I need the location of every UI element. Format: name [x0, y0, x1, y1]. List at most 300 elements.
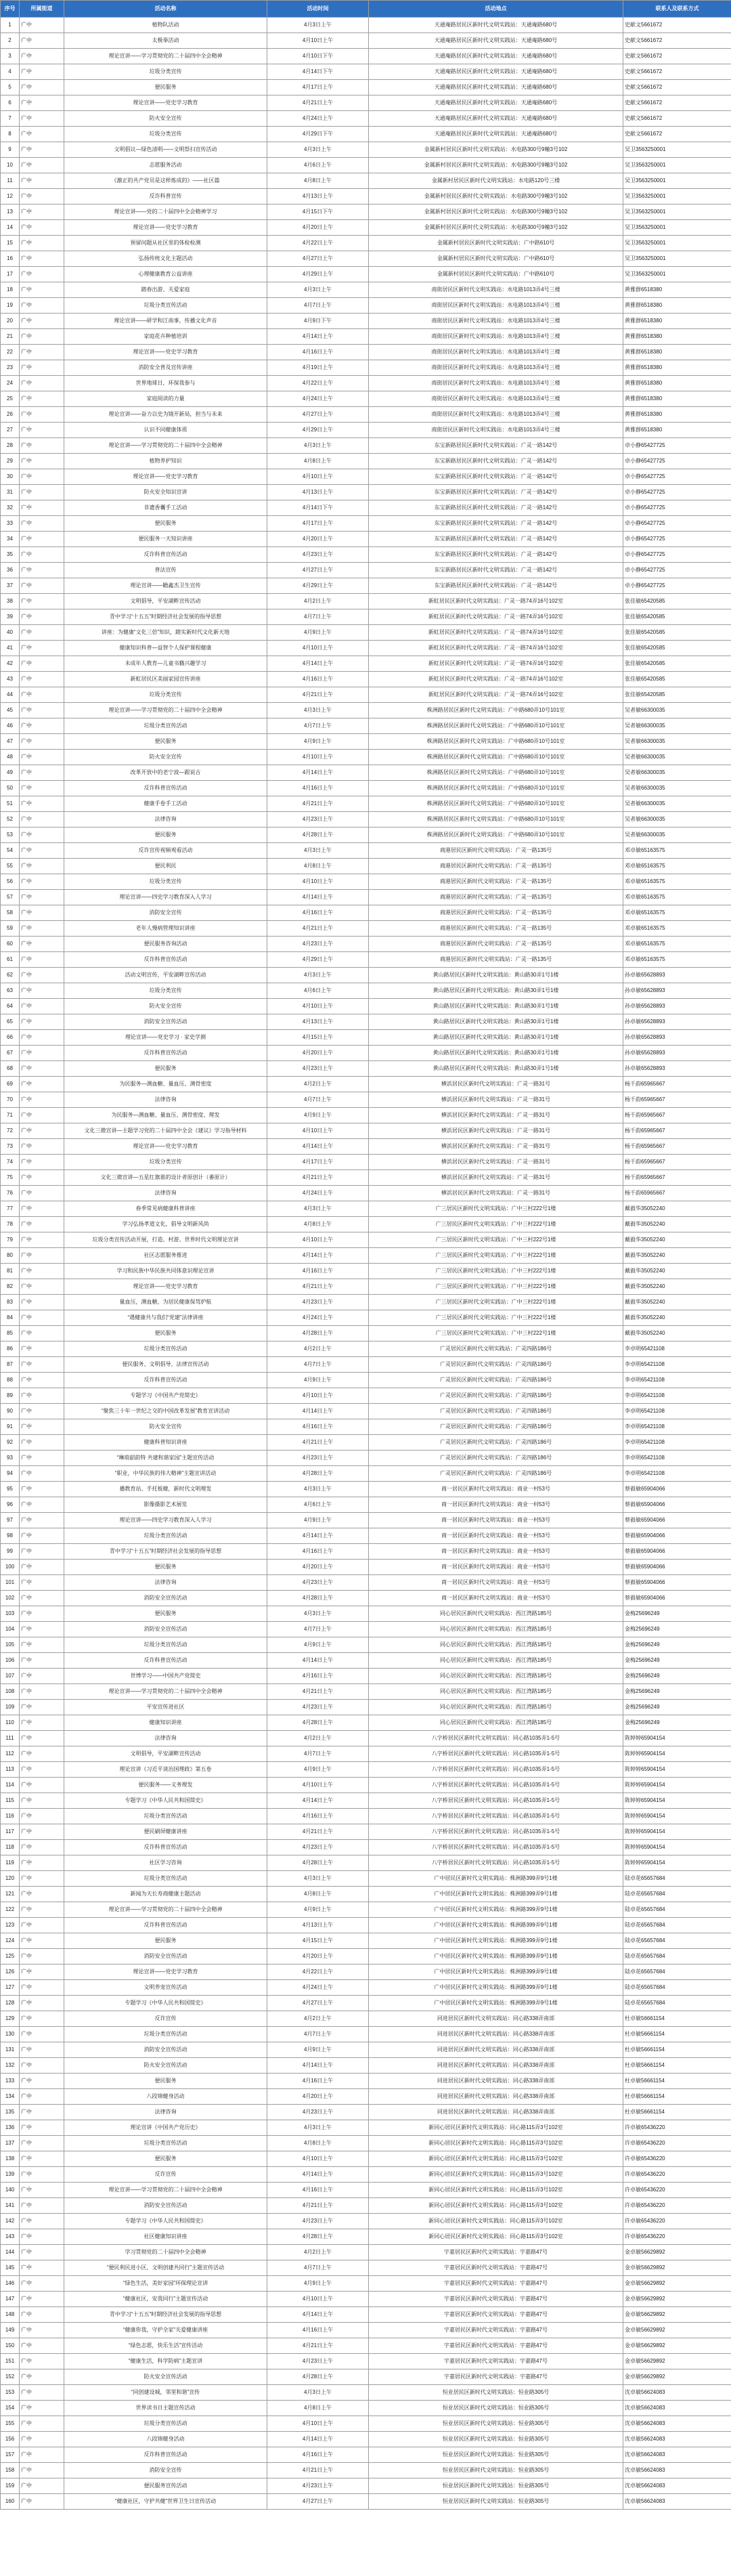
cell-street: 广中: [20, 2120, 64, 2136]
cell-contact: 吴者敏66300035: [623, 750, 731, 765]
cell-time: 4月23日上午: [267, 1840, 369, 1855]
cell-location: 新同心居民区新时代文明实践站：同心路115弄3号102室: [369, 2120, 623, 2136]
cell-location: 广灵居民区新时代文明实践站：广灵四路186号: [369, 1341, 623, 1357]
table-row: [1, 2027, 731, 2042]
table-row: [1, 1155, 731, 1170]
cell-contact: 史献文5661672: [623, 18, 731, 33]
cell-time: 4月16日上午: [267, 1264, 369, 1279]
cell-no: 154: [1, 2401, 20, 2416]
cell-location: 同进居民区新时代文明实践站：同心路338弄南部: [369, 2058, 623, 2074]
cell-street: 广中: [20, 1824, 64, 1840]
cell-street: 广中: [20, 2027, 64, 2042]
cell-time: 4月28日上午: [267, 1591, 369, 1606]
cell-activity: 垃圾分类宣传活动: [64, 1528, 267, 1544]
cell-no: 92: [1, 1435, 20, 1451]
cell-contact: 卓小静65427725: [623, 454, 731, 469]
cell-contact: 金梅25696249: [623, 1700, 731, 1715]
cell-no: 44: [1, 687, 20, 703]
cell-no: 106: [1, 1653, 20, 1669]
cell-time: 4月14日上午: [267, 1793, 369, 1809]
cell-time: 4月13日上午: [267, 1014, 369, 1030]
cell-time: 4月23日上午: [267, 937, 369, 952]
table-row: [1, 2463, 731, 2478]
cell-no: 109: [1, 1700, 20, 1715]
cell-location: 广中居民区新时代文明实践站：株洲路399弄9号1楼: [369, 1996, 623, 2011]
table-row: [1, 2494, 731, 2510]
cell-time: 4月15日上午: [267, 1933, 369, 1949]
cell-street: 广中: [20, 1155, 64, 1170]
table-row: [1, 1279, 731, 1295]
cell-time: 4月9日上午: [267, 1108, 369, 1123]
cell-street: 广中: [20, 563, 64, 578]
cell-contact: 杨千韵65965667: [623, 1123, 731, 1139]
cell-time: 4月9日上午: [267, 2042, 369, 2058]
cell-time: 4月20日上午: [267, 1560, 369, 1575]
cell-street: 广中: [20, 1918, 64, 1933]
cell-no: 114: [1, 1778, 20, 1793]
table-row: [1, 687, 731, 703]
cell-activity: 世界地球日，环保我参与: [64, 376, 267, 391]
cell-activity: 专题学习《中国共产党简史》: [64, 1388, 267, 1404]
cell-activity: “健康社区，安我同行”主题宣传活动: [64, 2292, 267, 2307]
cell-location: 八字桥居民区新时代文明实践站：同心路1035弄1-5号: [369, 1762, 623, 1778]
cell-time: 4月9日上午: [267, 1513, 369, 1528]
cell-activity: 垃圾分类宣传活动: [64, 298, 267, 314]
cell-no: 41: [1, 641, 20, 656]
cell-street: 广中: [20, 2198, 64, 2214]
cell-activity: 理论宣讲——党史学习教育: [64, 95, 267, 111]
cell-contact: 陆卓花65657684: [623, 1887, 731, 1902]
cell-no: 122: [1, 1902, 20, 1918]
cell-location: 商街居民区新时代文明实践站：水电路1013弄4号三楼: [369, 376, 623, 391]
table-row: [1, 1497, 731, 1513]
cell-no: 86: [1, 1341, 20, 1357]
cell-activity: “同创建设城，邻里和谐”宣传: [64, 2385, 267, 2401]
table-row: [1, 127, 731, 142]
table-row: [1, 1357, 731, 1373]
cell-no: 107: [1, 1669, 20, 1684]
cell-contact: 张佳敏65420585: [623, 641, 731, 656]
cell-street: 广中: [20, 750, 64, 765]
cell-contact: 黄雅群6518380: [623, 407, 731, 423]
table-row: [1, 1528, 731, 1544]
table-row: [1, 298, 731, 314]
table-row: [1, 952, 731, 968]
cell-location: 同心居民区新时代文明实践站：西江湾路185号: [369, 1700, 623, 1715]
cell-activity: 便民服务: [64, 1606, 267, 1622]
cell-location: 商港居民区新时代文明实践站：广灵一路135号: [369, 921, 623, 937]
cell-no: 62: [1, 968, 20, 983]
cell-location: 东宝新路居民区新时代文明实践站：广灵一路142号: [369, 500, 623, 516]
cell-activity: 青中学习“十五五”时期经济社会发展的指导思想: [64, 609, 267, 625]
cell-no: 29: [1, 454, 20, 469]
cell-time: 4月9日上午: [267, 1637, 369, 1653]
table-row: [1, 251, 731, 267]
cell-time: 4月22日上午: [267, 376, 369, 391]
cell-location: 东宝新路居民区新时代文明实践站：广灵一路142号: [369, 532, 623, 547]
cell-no: 88: [1, 1373, 20, 1388]
cell-activity: 垃圾分类宣传活动开展，打造、村游、世界时代文明理论宣讲: [64, 1232, 267, 1248]
cell-street: 广中: [20, 1871, 64, 1887]
cell-contact: 史献文5661672: [623, 49, 731, 64]
cell-activity: 八段锦健身活动: [64, 2432, 267, 2447]
table-row: [1, 2401, 731, 2416]
cell-contact: 金卓敏56629892: [623, 2292, 731, 2307]
cell-location: 天通庵路居民区新时代文明实践站：天通庵路680号: [369, 49, 623, 64]
cell-activity: 反诈科普宣传活动: [64, 1840, 267, 1855]
cell-time: 4月24日上午: [267, 391, 369, 407]
cell-contact: 杨千韵65965667: [623, 1155, 731, 1170]
table-row: [1, 765, 731, 781]
header-location: 活动地点: [369, 1, 623, 18]
cell-location: 同进居民区新时代文明实践站：同心路338弄南部: [369, 2089, 623, 2105]
cell-contact: 吴者敏66300035: [623, 734, 731, 750]
cell-location: 八字桥居民区新时代文明实践站：同心路1035弄1-5号: [369, 1731, 623, 1746]
cell-time: 4月23日上午: [267, 2105, 369, 2120]
cell-no: 49: [1, 765, 20, 781]
cell-no: 59: [1, 921, 20, 937]
table-row: [1, 578, 731, 594]
cell-activity: 法律咨询: [64, 1731, 267, 1746]
table-row: [1, 1700, 731, 1715]
cell-no: 118: [1, 1840, 20, 1855]
cell-contact: 杜卓敏56661154: [623, 2011, 731, 2027]
cell-activity: 植物队活动: [64, 18, 267, 33]
cell-street: 广中: [20, 423, 64, 438]
cell-no: 94: [1, 1466, 20, 1482]
cell-time: 4月24日上午: [267, 1310, 369, 1326]
cell-location: 天通庵路居民区新时代文明实践站：天通庵路680号: [369, 64, 623, 80]
cell-location: 宇嘉居民区新时代文明实践站：宇嘉路47号: [369, 2354, 623, 2369]
cell-no: 52: [1, 812, 20, 828]
cell-street: 广中: [20, 1762, 64, 1778]
cell-street: 广中: [20, 111, 64, 127]
cell-no: 17: [1, 267, 20, 282]
table-row: [1, 1840, 731, 1855]
cell-activity: 理论宣讲——研学和江南事，传播文化声音: [64, 314, 267, 329]
cell-activity: 便民利民: [64, 859, 267, 874]
cell-no: 74: [1, 1155, 20, 1170]
cell-time: 4月21日上午: [267, 2463, 369, 2478]
cell-activity: 反诈科普宣传活动: [64, 1046, 267, 1061]
header-street: 所属街道: [20, 1, 64, 18]
cell-no: 104: [1, 1622, 20, 1637]
table-row: [1, 1715, 731, 1731]
cell-activity: “琳琅韶韵特 共建和谐家园”主题宣传活动: [64, 1451, 267, 1466]
cell-no: 68: [1, 1061, 20, 1077]
cell-time: 4月16日上午: [267, 905, 369, 921]
cell-no: 83: [1, 1295, 20, 1310]
cell-time: 4月14日上午: [267, 2432, 369, 2447]
cell-location: 广中居民区新时代文明实践站：株洲路399弄9号1楼: [369, 1887, 623, 1902]
cell-street: 广中: [20, 921, 64, 937]
cell-time: 4月2日上午: [267, 2245, 369, 2260]
table-row: [1, 1575, 731, 1591]
cell-contact: 戴毅华35052240: [623, 1217, 731, 1232]
cell-no: 38: [1, 594, 20, 609]
cell-street: 广中: [20, 2042, 64, 2058]
cell-location: 黄山路居民区新时代文明实践站：黄山路30弄1号1楼: [369, 983, 623, 999]
table-row: [1, 158, 731, 173]
cell-contact: 陆卓花65657684: [623, 1871, 731, 1887]
cell-location: 横浜居民区新时代文明实践站：广灵一路31号: [369, 1077, 623, 1092]
cell-time: 4月8日上午: [267, 859, 369, 874]
table-row: [1, 2105, 731, 2120]
cell-time: 4月23日上午: [267, 547, 369, 563]
cell-contact: 金卓敏56629892: [623, 2369, 731, 2385]
cell-time: 4月2日上午: [267, 2011, 369, 2027]
cell-time: 4月20日上午: [267, 1949, 369, 1965]
cell-activity: 便民服务: [64, 1933, 267, 1949]
cell-location: 广三居民区新时代文明实践站：广中三村222号1楼: [369, 1232, 623, 1248]
table-row: [1, 407, 731, 423]
cell-street: 广中: [20, 2260, 64, 2276]
cell-time: 4月29日上午: [267, 267, 369, 282]
table-row: [1, 2369, 731, 2385]
cell-time: 4月13日上午: [267, 189, 369, 205]
cell-location: 同进居民区新时代文明实践站：同心路338弄南部: [369, 2105, 623, 2120]
cell-street: 广中: [20, 2478, 64, 2494]
table-row: [1, 1902, 731, 1918]
cell-contact: 金卓敏56629892: [623, 2323, 731, 2338]
cell-time: 4月21日上午: [267, 921, 369, 937]
cell-location: 商街居民区新时代文明实践站：水电路1013弄4号三楼: [369, 314, 623, 329]
cell-contact: 金梅25696249: [623, 1622, 731, 1637]
cell-activity: 非遗香囊手工活动: [64, 500, 267, 516]
cell-contact: 张佳敏65420585: [623, 594, 731, 609]
table-row: [1, 2089, 731, 2105]
cell-street: 广中: [20, 1637, 64, 1653]
cell-street: 广中: [20, 1061, 64, 1077]
cell-location: 同心居民区新时代文明实践站：西江湾路185号: [369, 1684, 623, 1700]
cell-location: 株洲路居民区新时代文明实践站：广中路680弄10号101室: [369, 828, 623, 843]
cell-no: 77: [1, 1201, 20, 1217]
cell-activity: 社区健康知识讲座: [64, 2229, 267, 2245]
cell-time: 4月2日上午: [267, 1731, 369, 1746]
cell-contact: 金卓敏56629892: [623, 2245, 731, 2260]
cell-location: 同心居民区新时代文明实践站：西江湾路185号: [369, 1637, 623, 1653]
cell-time: 4月14日上午: [267, 1404, 369, 1419]
table-row: [1, 672, 731, 687]
cell-street: 广中: [20, 1715, 64, 1731]
cell-street: 广中: [20, 2058, 64, 2074]
cell-time: 4月14日上午: [267, 1653, 369, 1669]
table-row: [1, 111, 731, 127]
cell-contact: 杨千韵65965667: [623, 1108, 731, 1123]
cell-time: 4月28日上午: [267, 1855, 369, 1871]
cell-time: 4月16日上午: [267, 2323, 369, 2338]
cell-contact: 陆卓花65657684: [623, 1996, 731, 2011]
cell-activity: 新虹居民区美丽家园宣传讲座: [64, 672, 267, 687]
cell-activity: 便民服务: [64, 2074, 267, 2089]
cell-location: 黄山路居民区新时代文明实践站：黄山路30弄1号1楼: [369, 1014, 623, 1030]
cell-time: 4月7日上午: [267, 718, 369, 734]
cell-activity: 垃圾分类宣传: [64, 1155, 267, 1170]
cell-no: 35: [1, 547, 20, 563]
cell-no: 117: [1, 1824, 20, 1840]
table-row: [1, 2307, 731, 2323]
cell-activity: 文化三微宣讲—五星红旗谁的设计者原创计（番原计）: [64, 1170, 267, 1186]
table-row: [1, 329, 731, 345]
cell-activity: 健康知识科普—益智个人保护课程健康: [64, 641, 267, 656]
table-row: [1, 937, 731, 952]
cell-street: 广中: [20, 1139, 64, 1155]
cell-no: 144: [1, 2245, 20, 2260]
cell-time: 4月2日上午: [267, 594, 369, 609]
cell-time: 4月13日上午: [267, 485, 369, 500]
cell-contact: 戴毅华35052240: [623, 1279, 731, 1295]
cell-time: 4月10日上午: [267, 2292, 369, 2307]
cell-location: 同进居民区新时代文明实践站：同心路338弄南部: [369, 2027, 623, 2042]
cell-time: 4月3日上午: [267, 1871, 369, 1887]
cell-street: 广中: [20, 1746, 64, 1762]
cell-time: 4月14日下午: [267, 64, 369, 80]
cell-no: 138: [1, 2151, 20, 2167]
cell-time: 4月8日上午: [267, 1887, 369, 1902]
cell-time: 4月21日上午: [267, 95, 369, 111]
table-row: [1, 1248, 731, 1264]
cell-location: 同心居民区新时代文明实践站：西江湾路185号: [369, 1622, 623, 1637]
cell-time: 4月16日上午: [267, 1544, 369, 1560]
cell-no: 113: [1, 1762, 20, 1778]
cell-street: 广中: [20, 625, 64, 641]
cell-location: 黄山路居民区新时代文明实践站：黄山路30弄1号1楼: [369, 999, 623, 1014]
cell-street: 广中: [20, 781, 64, 796]
cell-activity: 太极拳活动: [64, 33, 267, 49]
cell-street: 广中: [20, 49, 64, 64]
cell-contact: 陈婷婷65904154: [623, 1855, 731, 1871]
table-row: [1, 1310, 731, 1326]
table-row: [1, 1077, 731, 1092]
cell-street: 广中: [20, 2183, 64, 2198]
cell-location: 广灵居民区新时代文明实践站：广灵四路186号: [369, 1404, 623, 1419]
cell-contact: 金卓敏56629892: [623, 2354, 731, 2369]
cell-activity: 讲座：为健康“文化三倍”知识，踏实新时代文化新天地: [64, 625, 267, 641]
table-row: [1, 532, 731, 547]
cell-contact: 金卓敏56629892: [623, 2338, 731, 2354]
cell-street: 广中: [20, 1014, 64, 1030]
cell-time: 4月9日上午: [267, 1373, 369, 1388]
cell-contact: 蔡毅敏65904066: [623, 1513, 731, 1528]
cell-contact: 卓小静65427725: [623, 438, 731, 454]
cell-activity: 理论宣讲——党史学习教育: [64, 1279, 267, 1295]
cell-activity: 反诈宣传: [64, 2011, 267, 2027]
cell-street: 广中: [20, 532, 64, 547]
table-row: [1, 2276, 731, 2292]
cell-no: 57: [1, 890, 20, 905]
cell-activity: 为民服务—测血糖、量血压、测骨密度: [64, 1077, 267, 1092]
cell-location: 广三居民区新时代文明实践站：广中三村222号1楼: [369, 1326, 623, 1341]
cell-street: 广中: [20, 1046, 64, 1061]
cell-activity: 家庭阅读的力量: [64, 391, 267, 407]
cell-no: 53: [1, 828, 20, 843]
cell-no: 28: [1, 438, 20, 454]
cell-time: 4月27日上午: [267, 2494, 369, 2510]
cell-location: 广中居民区新时代文明实践站：株洲路399弄9号1楼: [369, 1965, 623, 1980]
cell-time: 4月24日上午: [267, 1980, 369, 1996]
cell-location: 商一居民区新时代文明实践站：商业一村53号: [369, 1591, 623, 1606]
cell-activity: 青中学习“十五五”时期经济社会发展的指导思想: [64, 1544, 267, 1560]
cell-location: 广三居民区新时代文明实践站：广中三村222号1楼: [369, 1248, 623, 1264]
cell-activity: 消防安全宣传活动: [64, 1591, 267, 1606]
cell-no: 61: [1, 952, 20, 968]
cell-no: 43: [1, 672, 20, 687]
cell-street: 广中: [20, 2011, 64, 2027]
cell-time: 4月10日上午: [267, 469, 369, 485]
cell-time: 4月17日上午: [267, 1155, 369, 1170]
cell-time: 4月3日上午: [267, 843, 369, 859]
cell-street: 广中: [20, 1731, 64, 1746]
cell-street: 广中: [20, 1778, 64, 1793]
table-row: [1, 1980, 731, 1996]
cell-street: 广中: [20, 360, 64, 376]
table-row: [1, 1887, 731, 1902]
cell-time: 4月8日上午: [267, 2401, 369, 2416]
cell-street: 广中: [20, 703, 64, 718]
cell-activity: 文明倡导，平安湖畔宣传活动: [64, 1746, 267, 1762]
cell-time: 4月21日上午: [267, 1279, 369, 1295]
cell-contact: 沈卓敏56624083: [623, 2401, 731, 2416]
cell-no: 124: [1, 1933, 20, 1949]
cell-contact: 张佳敏65420585: [623, 687, 731, 703]
cell-location: 新同心居民区新时代文明实践站：同心路115弄3号102室: [369, 2136, 623, 2151]
table-row: [1, 1186, 731, 1201]
cell-contact: 黄雅群6518380: [623, 314, 731, 329]
cell-time: 4月7日上午: [267, 1092, 369, 1108]
table-row: [1, 609, 731, 625]
cell-contact: 吴卫3563250001: [623, 205, 731, 220]
cell-location: 新虹居民区新时代文明实践站：广灵一路74弄16号102室: [369, 672, 623, 687]
cell-no: 37: [1, 578, 20, 594]
cell-activity: 便民服务宣传活动: [64, 2478, 267, 2494]
cell-location: 天通庵路居民区新时代文明实践站：天通庵路680号: [369, 33, 623, 49]
cell-no: 152: [1, 2369, 20, 2385]
cell-contact: 金梅25696249: [623, 1637, 731, 1653]
cell-location: 新虹居民区新时代文明实践站：广灵一路74弄16号102室: [369, 625, 623, 641]
cell-no: 12: [1, 189, 20, 205]
cell-activity: 垃圾分类宣传活动: [64, 1341, 267, 1357]
cell-street: 广中: [20, 843, 64, 859]
cell-no: 34: [1, 532, 20, 547]
cell-street: 广中: [20, 314, 64, 329]
cell-street: 广中: [20, 1669, 64, 1684]
table-row: [1, 189, 731, 205]
cell-location: 广灵居民区新时代文明实践站：广灵四路186号: [369, 1357, 623, 1373]
cell-location: 新同心居民区新时代文明实践站：同心路115弄3号102室: [369, 2229, 623, 2245]
cell-street: 广中: [20, 2245, 64, 2260]
table-row: [1, 1170, 731, 1186]
cell-street: 广中: [20, 952, 64, 968]
cell-time: 4月14日上午: [267, 1139, 369, 1155]
cell-location: 商一居民区新时代文明实践站：商业一村53号: [369, 1482, 623, 1497]
cell-street: 广中: [20, 1404, 64, 1419]
cell-street: 广中: [20, 64, 64, 80]
cell-no: 126: [1, 1965, 20, 1980]
cell-location: 商一居民区新时代文明实践站：商业一村53号: [369, 1544, 623, 1560]
cell-no: 102: [1, 1591, 20, 1606]
cell-street: 广中: [20, 2401, 64, 2416]
cell-contact: 孙卓敏65628893: [623, 1030, 731, 1046]
cell-street: 广中: [20, 1451, 64, 1466]
cell-location: 黄山路居民区新时代文明实践站：黄山路30弄1号1楼: [369, 1030, 623, 1046]
cell-contact: 李卓明65421108: [623, 1388, 731, 1404]
cell-activity: 反诈科普宣传活动: [64, 1373, 267, 1388]
cell-activity: 法律咨询: [64, 1186, 267, 1201]
table-row: [1, 1295, 731, 1310]
cell-time: 4月23日上午: [267, 1061, 369, 1077]
cell-contact: 吴卫3563250001: [623, 142, 731, 158]
cell-contact: 邓卓敏65163575: [623, 921, 731, 937]
